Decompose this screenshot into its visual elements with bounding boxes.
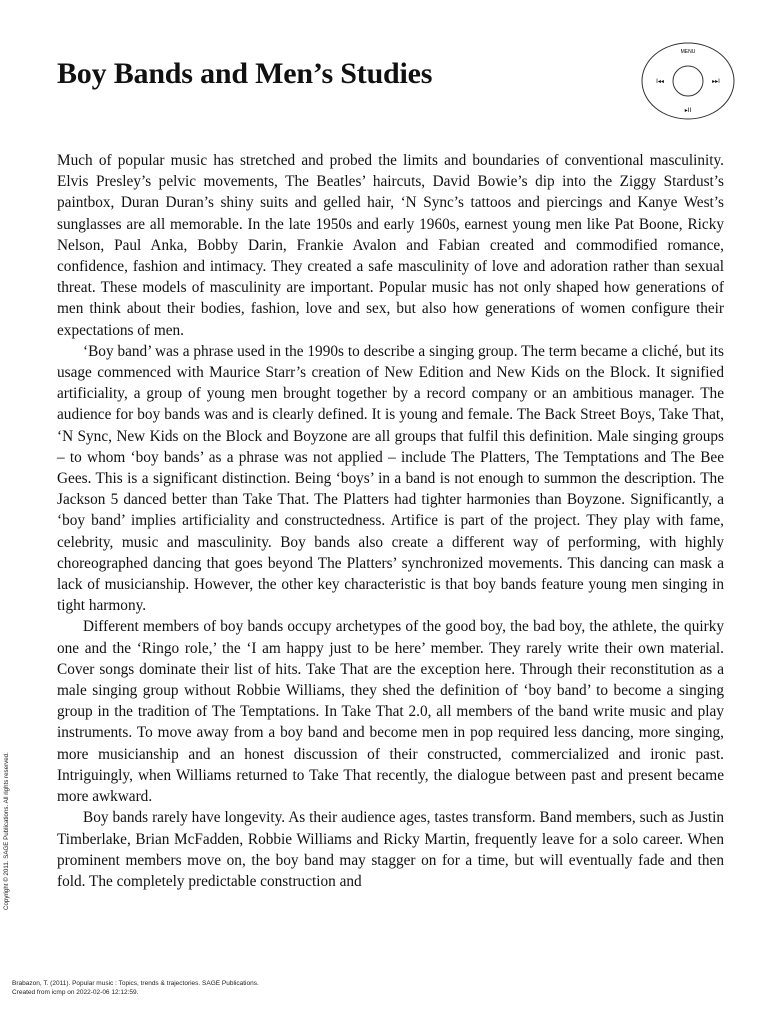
- paragraph: ‘Boy band’ was a phrase used in the 1990s to describe a singing group. The term became a cliché, but its usage commenced with Maurice Starr’s creation of New Edition and New Kids on the Block. It signified artificiality, a group of young men brought together by a record company or an ambitious manager. The audience for boy bands was and is clearly defined. It is young and female. The Back Street Boys, Take That, ‘N Sync, New Kids on the Block and Boyzone are all groups that fulfil this definition. Male singing groups – to whom ‘boy bands’ as a phrase was not applied – include The Platters, The Temptations and The Bee Gees. This is a significant distinction. Being ‘boys’ in a band is not enough to summon the description. The Jackson 5 danced better than Take That. The Platters had tighter harmonies than Boyzone. Significantly, a ‘boy band’ implies artificiality and constructedness. Artifice is part of the project. They play with fame, celebrity, music and masculinity. Boy bands also create a different way of performing, with highly choreographed dancing that goes beyond The Platters’ synchronized movements. This dancing can mask a lack of musicianship. However, the other key characteristic is that boy bands feature young men singing in tight harmony.: [57, 342, 724, 615]
- footer: [12, 980, 259, 997]
- paragraph: Much of popular music has stretched and probed the limits and boundaries of conventional masculinity. Elvis Presley’s pelvic movements, The Beatles’ haircuts, David Bowie’s dip into the Ziggy Stardust’s paintbox, Duran Duran’s shiny suits and gelled hair, ‘N Sync’s tattoos and piercings and Kanye West’s sunglasses are all memorable. In the late 1950s and early 1960s, earnest young men like Pat Boone, Ricky Nelson, Paul Anka, Bobby Darin, Frankie Avalon and Fabian created and commodified romance, confidence, fashion and intimacy. They created a safe masculinity of love and adoration rather than sexual threat. These models of masculinity are important. Popular music has not only shaped how generations of men think about their bodies, fashion, love and sex, but also how generations of women configure their expectations of men.: [57, 152, 724, 339]
- citation: Brabazon, T. (2011). Popular music : Topics, trends & trajectories. SAGE Publications.: [12, 980, 259, 987]
- page-title: Boy Bands and Men’s Studies: [57, 57, 433, 90]
- previous-track-icon: I◂◂: [656, 78, 664, 85]
- paragraph: Boy bands rarely have longevity. As their audience ages, tastes transform. Band members, such as Justin Timberlake, Brian McFadden, Robbie Williams and Ricky Martin, frequently leave for a solo career. When prominent members move on, the boy band may stagger on for a time, but will eventually fade and then fold. The completely predictable construction and: [57, 809, 724, 890]
- created-timestamp: Created from icmp on 2022-02-06 12:12:59.: [12, 988, 139, 996]
- copyright-notice: Copyright © 2011. SAGE Publications. All rights reserved.: [3, 752, 10, 910]
- paragraph: Different members of boy bands occupy archetypes of the good boy, the bad boy, the athlete, the quirky one and the ‘Ringo role,’ the ‘I am happy just to be here’ member. They rarely write their own material. Cover songs dominate their list of hits. Take That are the exception here. Through their reconstitution as a male singing group without Robbie Williams, they shed the definition of ‘boy band’ to become a singing group in the tradition of The Temptations. In Take That 2.0, all members of the band write music and play instruments. To move away from a boy band and become men in pop required less dancing, more singing, more musicianship and an honest discussion of their constructed, commercialized and ironic past. Intriguingly, when Williams returned to Take That recently, the dialogue between past and present became more awkward.: [57, 618, 724, 806]
- click-wheel-icon: [640, 40, 736, 122]
- next-track-icon: ▸▸I: [712, 78, 720, 85]
- play-pause-icon: ▸II: [684, 107, 692, 114]
- menu-label: MENU: [680, 49, 696, 55]
- body-text: [57, 150, 724, 892]
